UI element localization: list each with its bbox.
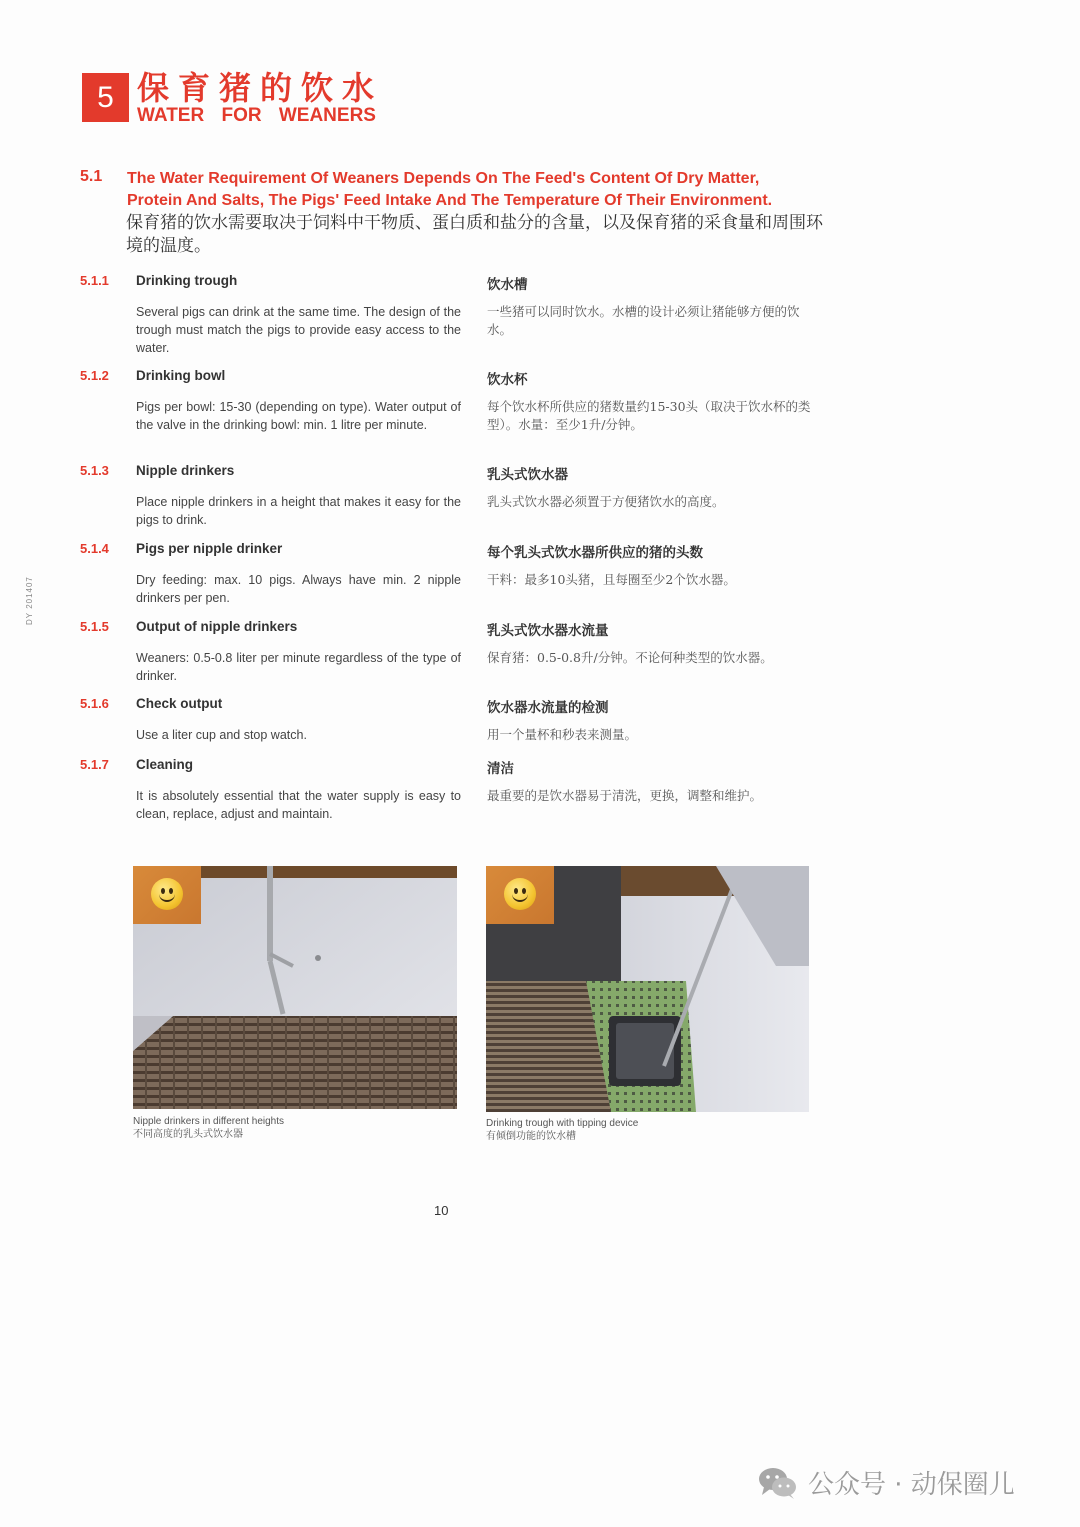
chapter-title-en: WATER FOR WEANERS	[137, 105, 376, 126]
subsection-title-cn: 饮水槽	[487, 277, 528, 293]
smiley-icon	[151, 878, 183, 910]
subsection-number: 5.1.1	[80, 273, 109, 288]
subsection-body-en: Weaners: 0.5-0.8 liter per minute regardless of the type of drinker.	[136, 651, 461, 683]
chapter-number-badge: 5	[82, 73, 129, 122]
subsection-body-cn: 保育猪：0.5-0.8升/分钟。不论何种类型的饮水器。	[487, 650, 773, 665]
subsection-title-en: Output of nipple drinkers	[136, 619, 298, 634]
subsection-body-en: Pigs per bowl: 15-30 (depending on type). Water output of the valve in the drinking bowl: min. 1 litre per minute.	[136, 400, 461, 432]
photo-caption-en: Nipple drinkers in different heights	[133, 1116, 285, 1127]
subsection-number: 5.1.2	[80, 368, 109, 383]
subsection-title-cn: 清洁	[487, 761, 514, 777]
subsection-body-cn: 一些猪可以同时饮水。水槽的设计必须让猪能够方便的饮水。	[487, 304, 800, 337]
subsection-title-en: Cleaning	[136, 757, 194, 772]
subsection-body-en: Use a liter cup and stop watch.	[136, 728, 307, 742]
subsection-body-cn: 每个饮水杯所供应的猪数量约15-30头（取决于饮水杯的类型）。水量：至少1升/分钟。	[487, 399, 811, 432]
subsection-body-cn: 用一个量杯和秒表来测量。	[487, 727, 638, 742]
subsection-body-cn: 最重要的是饮水器易于清洗，更换，调整和维护。	[487, 788, 763, 803]
subsection-title-en: Drinking trough	[136, 273, 238, 288]
subsection-number: 5.1.7	[80, 757, 109, 772]
subsection-body-cn: 乳头式饮水器必须置于方便猪饮水的高度。	[487, 494, 725, 509]
subsection-body-en: It is absolutely essential that the water supply is easy to clean, replace, adjust and maintain.	[136, 789, 461, 821]
section-title-en: The Water Requirement Of Weaners Depends On The Feed's Content Of Dry Matter, Protein And Salts, The Pigs' Feed Intake And The Temperature Of Their Environment.	[127, 170, 773, 209]
smiley-icon	[504, 878, 536, 910]
smiley-badge	[133, 866, 201, 924]
subsection-number: 5.1.5	[80, 619, 109, 634]
wechat-icon	[758, 1465, 798, 1501]
smiley-badge	[486, 866, 554, 924]
subsection-title-cn: 乳头式饮水器	[487, 467, 568, 483]
subsection-title-en: Pigs per nipple drinker	[136, 541, 283, 556]
subsection-title-en: Drinking bowl	[136, 368, 226, 383]
subsection-number: 5.1.4	[80, 541, 109, 556]
subsection-body-en: Several pigs can drink at the same time. The design of the trough must match the pigs to provide easy access to the water.	[136, 305, 461, 355]
photo-caption-cn: 有倾倒功能的饮水槽	[486, 1131, 576, 1142]
section-title-cn: 保育猪的饮水需要取决于饲料中干物质、蛋白质和盐分的含量，以及保育猪的采食量和周围环境的温度。	[126, 213, 823, 256]
subsection-number: 5.1.6	[80, 696, 109, 711]
subsection-title-cn: 乳头式饮水器水流量	[487, 623, 609, 639]
page-number: 10	[434, 1203, 449, 1218]
photo-drinking-trough	[486, 866, 809, 1112]
photo-caption-cn: 不同高度的乳头式饮水器	[133, 1129, 243, 1140]
watermark	[758, 1464, 1015, 1501]
subsection-body-en: Dry feeding: max. 10 pigs. Always have min. 2 nipple drinkers per pen.	[136, 573, 461, 605]
watermark-text: 公众号 · 动保圈儿	[808, 1470, 1015, 1500]
subsection-title-cn: 饮水杯	[487, 372, 528, 388]
photo-caption-en: Drinking trough with tipping device	[486, 1118, 639, 1129]
section-number: 5.1	[80, 168, 103, 185]
subsection-title-cn: 饮水器水流量的检测	[487, 700, 609, 716]
photo-nipple-drinkers	[133, 866, 457, 1109]
subsection-body-en: Place nipple drinkers in a height that makes it easy for the pigs to drink.	[136, 495, 461, 527]
subsection-title-cn: 每个乳头式饮水器所供应的猪的头数	[487, 545, 703, 561]
chapter-title-cn: 保育猪的饮水	[137, 69, 384, 107]
subsection-title-en: Check output	[136, 696, 223, 711]
subsection-body-cn: 干料：最多10头猪，且每圈至少2个饮水器。	[487, 572, 736, 587]
side-document-code: DY 201407	[25, 576, 34, 625]
subsection-title-en: Nipple drinkers	[136, 463, 235, 478]
subsection-number: 5.1.3	[80, 463, 109, 478]
